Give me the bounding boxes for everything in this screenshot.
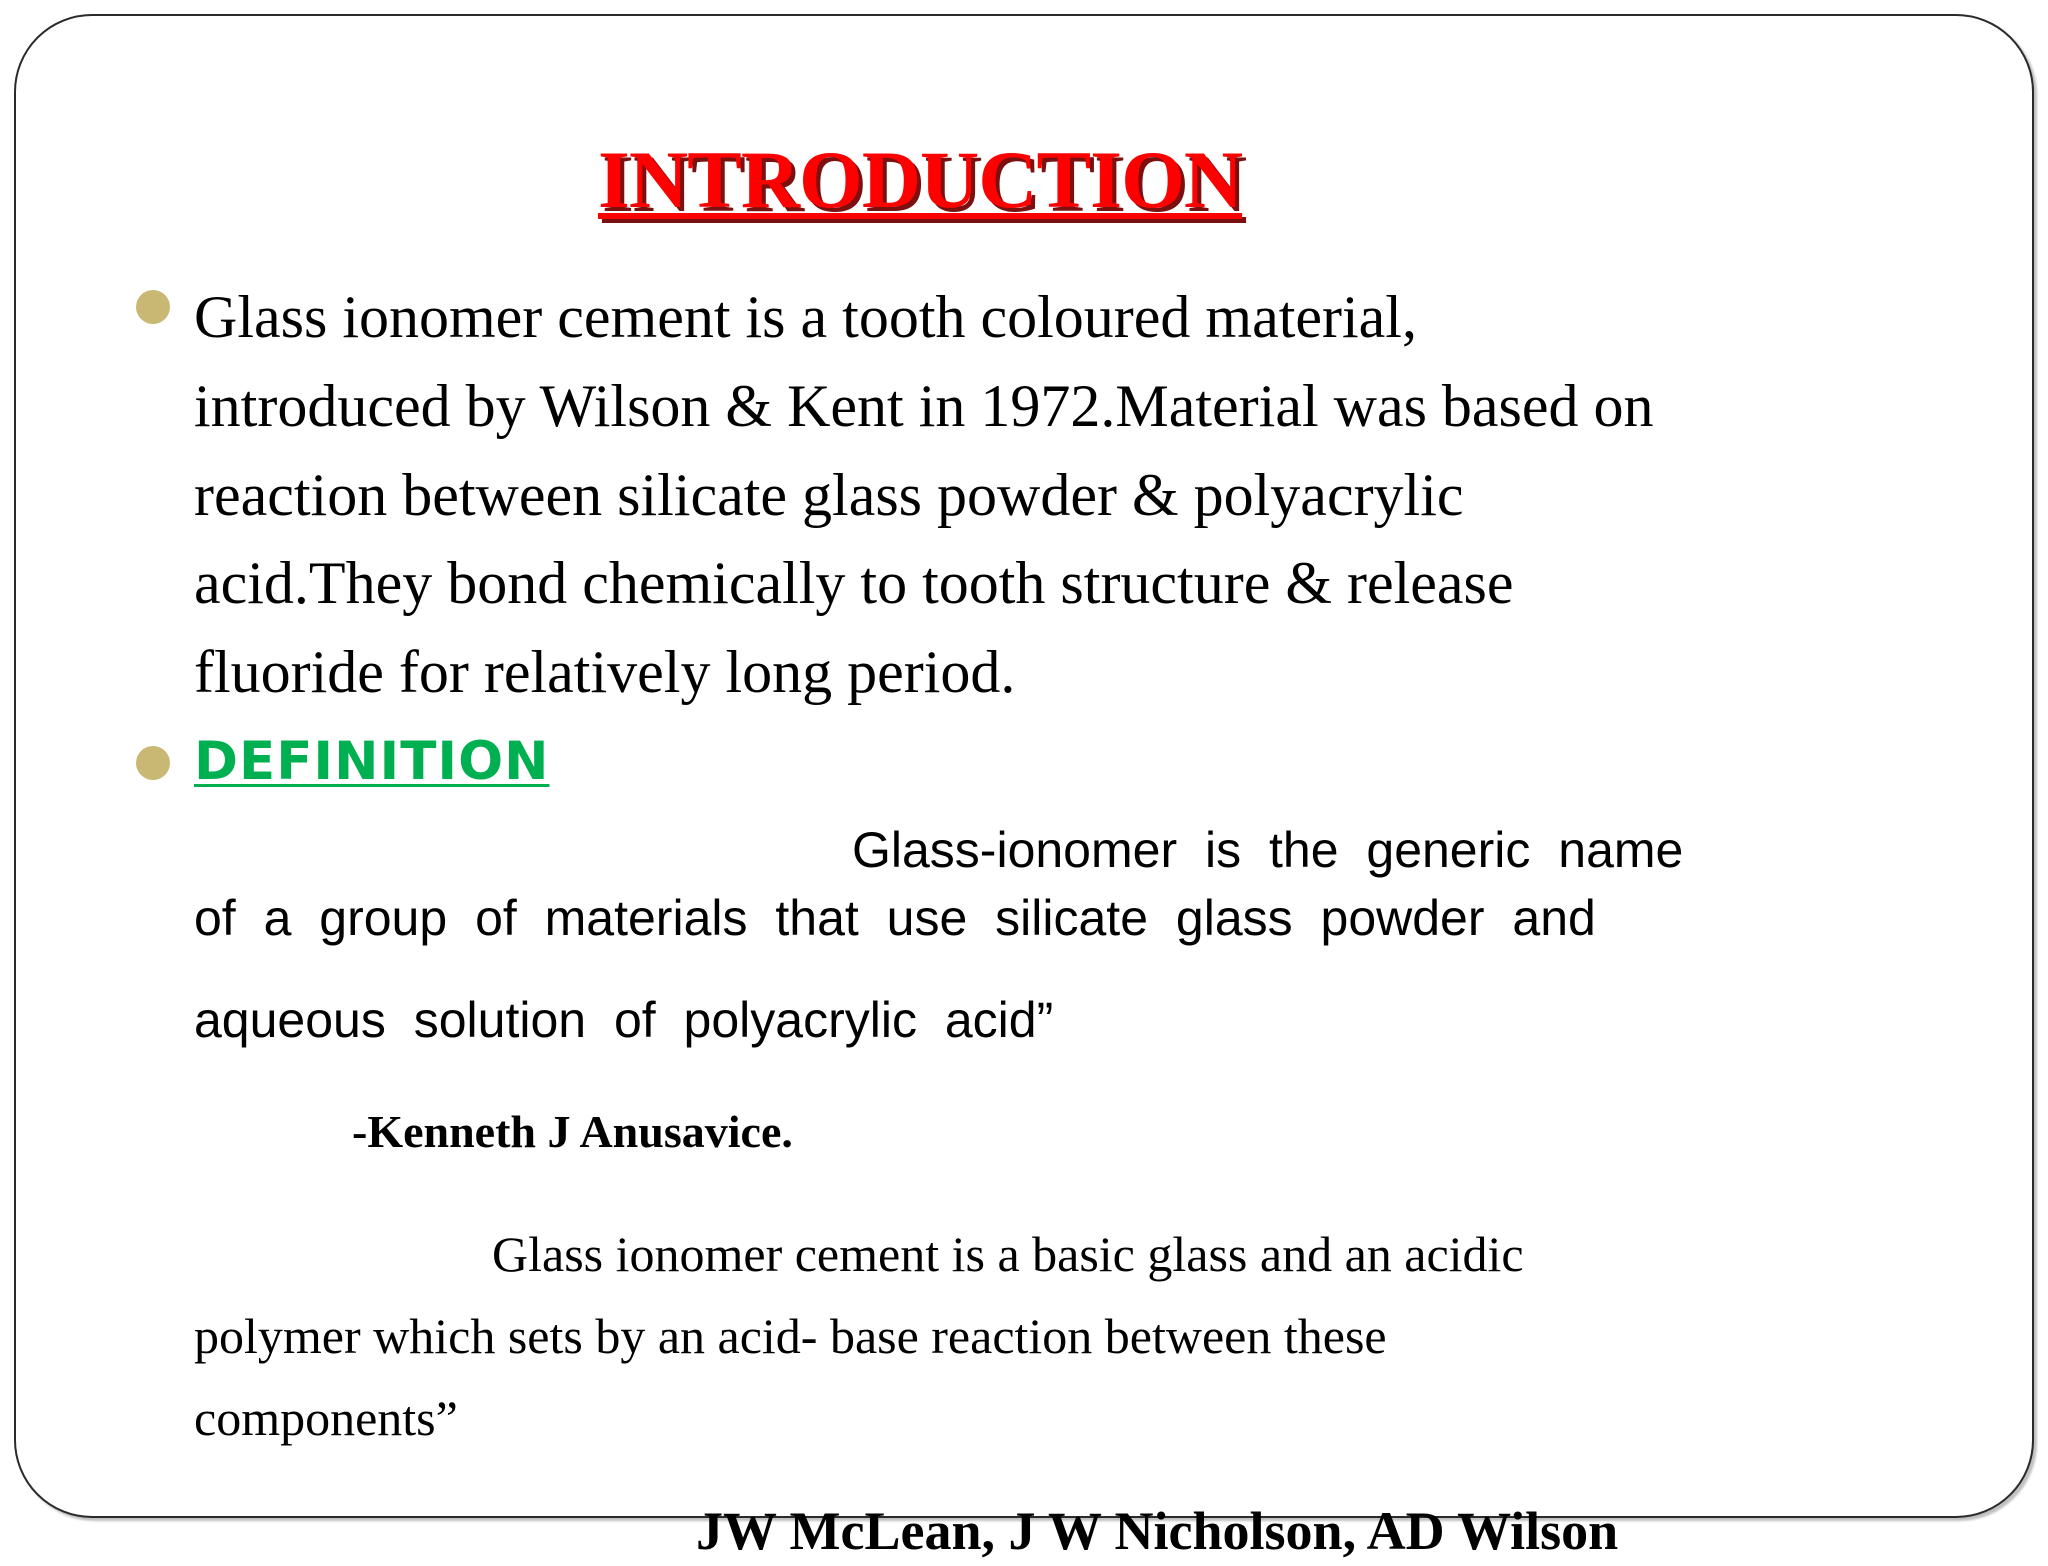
intro-line: fluoride for relatively long period. [194,639,1016,705]
definition-1-line: aqueous solution of polyacrylic acid” [194,992,1054,1048]
attribution-anusavice: -Kenneth J Anusavice. [352,1106,793,1157]
intro-line: acid.They bond chemically to tooth structure & release [194,550,1514,616]
intro-line: reaction between silicate glass powder & polyacrylic [194,462,1464,528]
definition-2-line: polymer which sets by an acid- base reaction between these [194,1308,1387,1364]
intro-line: introduced by Wilson & Kent in 1972.Material was based on [194,373,1654,439]
definition-2-line: components” [194,1390,458,1446]
definition-1-line: of a group of materials that use silicate glass powder and [194,890,1596,946]
intro-line: Glass ionomer cement is a tooth coloured material, [194,284,1417,350]
bullet-icon [136,746,170,780]
bullet-icon [136,290,170,324]
definition-2-line: Glass ionomer cement is a basic glass and an acidic [492,1226,1524,1282]
attribution-mclean: JW McLean, J W Nicholson, AD Wilson [696,1501,1619,1561]
definition-heading: DEFINITION [194,731,550,792]
slide-title: INTRODUCTION [598,134,1243,225]
definition-1-line: Glass-ionomer is the generic name [852,822,1684,878]
